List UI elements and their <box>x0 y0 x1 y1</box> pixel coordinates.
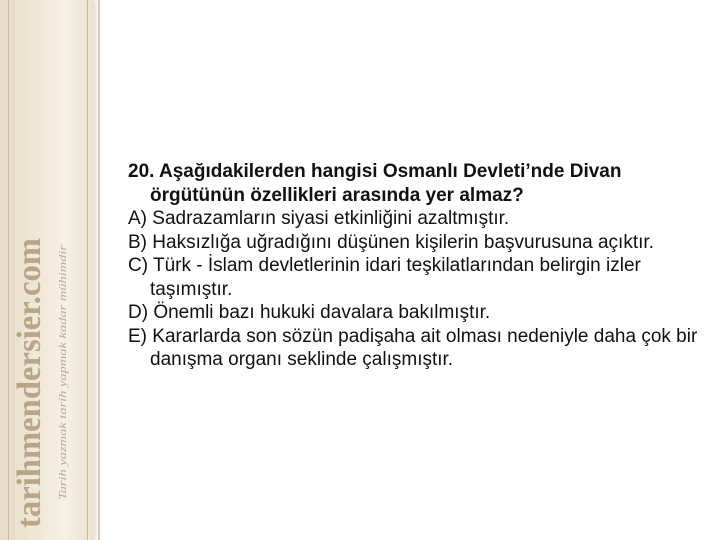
watermark-domain: tarihmendersier.com <box>11 226 48 528</box>
question-text: 20. Aşağıdakilerden hangisi Osmanlı Devleti’nde Divan örgütünün özellikleri arasında yer almaz? <box>128 161 622 206</box>
option-a: A) Sadrazamların siyasi etkinliğini azaltmıştır. <box>128 208 510 229</box>
watermark-logo <box>0 0 94 540</box>
question-block <box>128 160 708 372</box>
option-d: D) Önemli bazı hukuki davalara bakılmıştır. <box>128 302 491 323</box>
sidebar-divider <box>98 0 100 540</box>
decorative-sidebar <box>0 0 94 540</box>
option-c: C) Türk - İslam devletlerinin idari teşkilatlarından belirgin izler taşımıştır. <box>128 255 641 300</box>
watermark-slogan: Tarih yazmak tarih yapmak kadar mühimdir <box>57 305 69 500</box>
option-b: B) Haksızlığa uğradığını düşünen kişilerin başvurusuna açıktır. <box>128 231 654 253</box>
option-e: E) Kararlarda son sözün padişaha ait olması nedeniyle daha çok bir danışma organı seklinde çalışmıştır. <box>128 325 698 370</box>
